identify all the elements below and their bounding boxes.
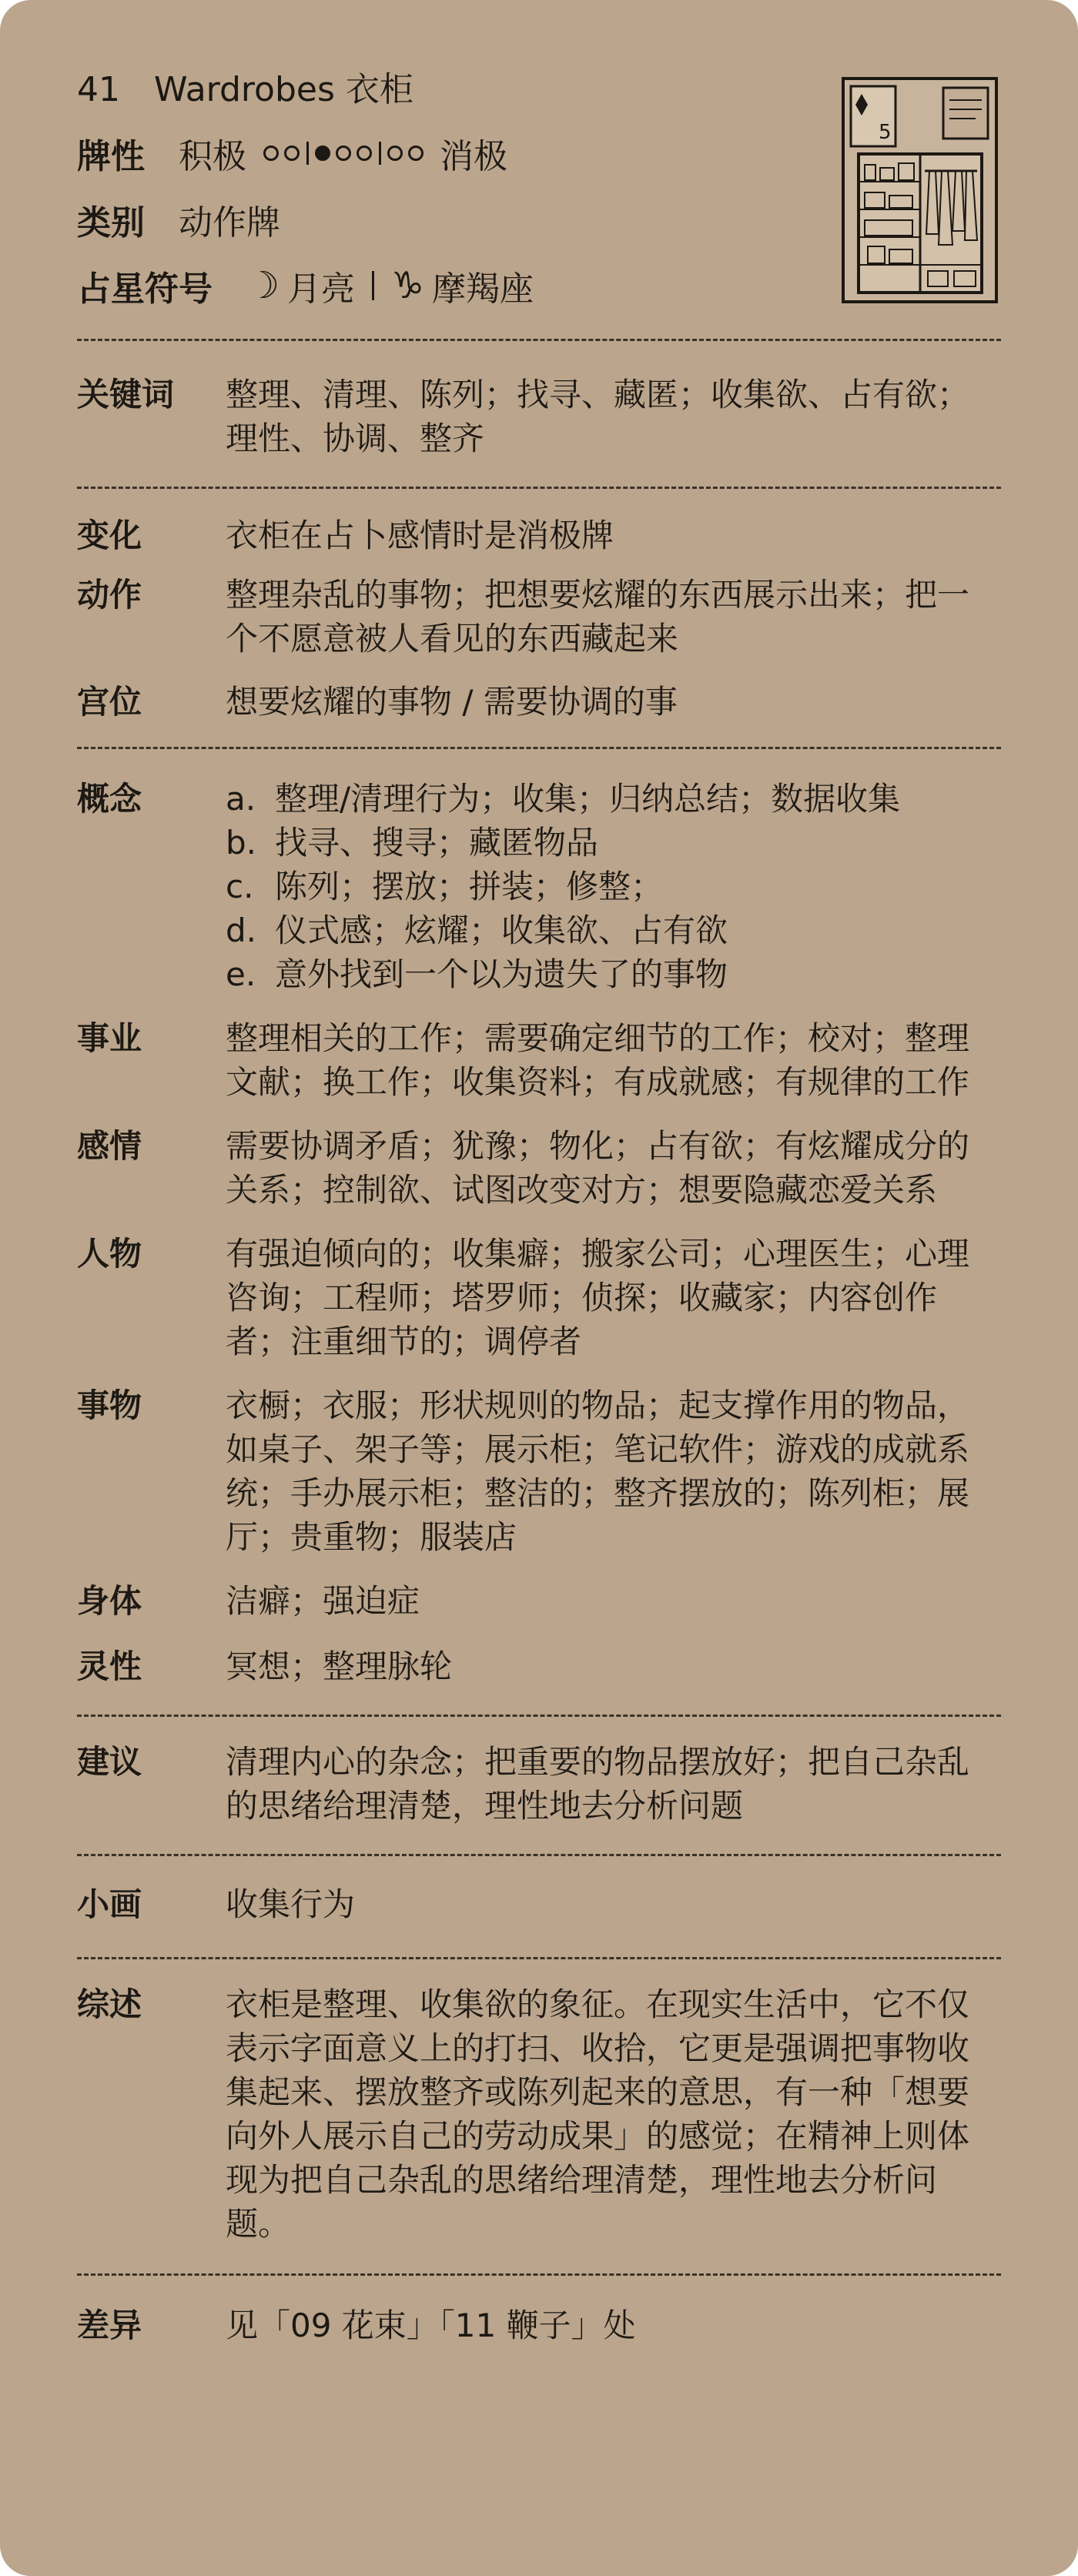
divider [77, 747, 1001, 749]
career-row [77, 1016, 1001, 1104]
love-value: 需要协调矛盾；犹豫；物化；占有欲；有炫耀成分的关系；控制欲、试图改变对方；想要隐藏恋爱关系 [226, 1127, 970, 1209]
polarity-label: 牌性 [77, 137, 145, 176]
things-row [77, 1383, 1001, 1559]
body-value: 洁癖；强迫症 [226, 1582, 420, 1620]
polarity-dot [336, 146, 351, 161]
concept-item: b. 找寻、搜寻；藏匿物品 [226, 824, 599, 861]
polarity-scale [179, 129, 507, 178]
career-value: 整理相关的工作；需要确定细节的工作；校对；整理文献；换工作；收集资料；有成就感；有规律的工作 [226, 1019, 970, 1101]
action-value: 整理杂乱的事物；把想要炫耀的东西展示出来；把一个不愿意被人看见的东西藏起来 [226, 576, 970, 657]
body-label: 身体 [77, 1582, 142, 1620]
house-value: 想要炫耀的事物 / 需要协调的事 [226, 683, 678, 721]
change-value: 衣柜在占卜感情时是消极牌 [226, 517, 614, 554]
advice-value: 清理内心的杂念；把重要的物品摆放好；把自己杂乱的思绪给理清楚，理性地去分析问题 [226, 1743, 970, 1825]
concept-item: a. 整理/清理行为；收集；归纳总结；数据收集 [226, 780, 901, 818]
keywords-label: 关键词 [77, 376, 175, 413]
thumbnail-number: 5 [879, 121, 892, 144]
concept-item: c. 陈列；摆放；拼装；修整； [226, 868, 664, 905]
polarity-marks [263, 142, 429, 165]
card-details [77, 322, 1001, 2347]
polarity-dot [408, 146, 424, 161]
card-number: 41 [77, 70, 120, 109]
polarity-left: 积极 [179, 137, 246, 176]
moon-icon: ☽ [246, 264, 280, 307]
astrology-row [77, 253, 847, 319]
sketch-row [77, 1882, 1001, 1926]
divider [77, 1715, 1001, 1717]
polarity-dot [357, 146, 372, 161]
concepts-label: 概念 [77, 780, 142, 818]
sketch-value: 收集行为 [226, 1885, 356, 1923]
things-value: 衣橱；衣服；形状规则的物品；起支撑作用的物品，如桌子、架子等；展示柜；笔记软件；游戏的成就系统；手办展示柜；整洁的；整齐摆放的；陈列柜；展厅；贵重物；服装店 [226, 1387, 970, 1556]
polarity-dot [263, 146, 279, 161]
action-label: 动作 [77, 576, 142, 614]
career-label: 事业 [77, 1019, 142, 1057]
love-row [77, 1124, 1001, 1212]
concepts-list [226, 777, 1001, 996]
difference-value: 见「09 花束」「11 鞭子」处 [226, 2307, 636, 2344]
polarity-right: 消极 [440, 137, 507, 176]
polarity-dot [284, 146, 300, 161]
divider [77, 1854, 1001, 1856]
sketch-label: 小画 [77, 1885, 142, 1923]
astrology-label: 占星符号 [77, 269, 213, 309]
love-label: 感情 [77, 1127, 142, 1165]
concept-item: e. 意外找到一个以为遗失了的事物 [226, 955, 728, 993]
card-title [77, 60, 847, 120]
spirit-label: 灵性 [77, 1648, 142, 1685]
summary-label: 综述 [77, 1986, 142, 2023]
wardrobe-illustration [845, 80, 995, 300]
keywords-value: 整理、清理、陈列；找寻、藏匿；收集欲、占有欲；理性、协调、整齐 [226, 376, 970, 457]
keywords-row [77, 373, 1001, 460]
astrology-separator [372, 271, 374, 300]
people-label: 人物 [77, 1235, 142, 1273]
house-row [77, 680, 1001, 724]
house-label: 宫位 [77, 683, 142, 721]
card-header [77, 60, 847, 319]
advice-label: 建议 [77, 1743, 142, 1781]
people-row [77, 1232, 1001, 1363]
astrology-sign: 摩羯座 [432, 269, 534, 309]
change-label: 变化 [77, 517, 142, 554]
card-name: Wardrobes 衣柜 [154, 70, 413, 109]
summary-value: 衣柜是整理、收集欲的象征。在现实生活中，它不仅表示字面意义上的打扫、收拾，它更是强调把事物收集起来、摆放整齐或陈列起来的意思，有一种「想要向外人展示自己的劳动成果」的感觉；在精神上则体现为把自己杂乱的思绪给理清楚，理性地去分析问题。 [226, 1986, 970, 2243]
concept-item: d. 仪式感；炫耀；收集欲、占有欲 [226, 912, 728, 949]
spirit-row [77, 1644, 1001, 1688]
divider [77, 339, 1001, 341]
difference-row [77, 2303, 1001, 2347]
action-row [77, 573, 1001, 661]
divider [77, 487, 1001, 489]
concepts-row [77, 777, 1001, 996]
spirit-value: 冥想；整理脉轮 [226, 1648, 453, 1685]
people-value: 有强迫倾向的；收集癖；搬家公司；心理医生；心理咨询；工程师；塔罗师；侦探；收藏家；内容创作者；注重细节的；调停者 [226, 1235, 970, 1360]
polarity-dot [387, 146, 403, 161]
category-row [77, 186, 847, 253]
card-thumbnail [842, 77, 998, 303]
polarity-bar [379, 142, 381, 165]
divider [77, 2273, 1001, 2276]
summary-row [77, 1982, 1001, 2246]
difference-label: 差异 [77, 2307, 142, 2344]
astrology-planet: 月亮 [287, 269, 356, 309]
category-label: 类别 [77, 203, 145, 243]
change-row [77, 514, 1001, 557]
polarity-row [77, 120, 847, 186]
category-value: 动作牌 [179, 203, 280, 243]
body-row [77, 1579, 1001, 1623]
things-label: 事物 [77, 1387, 142, 1424]
advice-row [77, 1740, 1001, 1828]
polarity-dot-filled [315, 146, 330, 161]
polarity-bar [306, 142, 309, 165]
capricorn-icon: ♑ [391, 264, 425, 307]
divider [77, 1957, 1001, 1959]
